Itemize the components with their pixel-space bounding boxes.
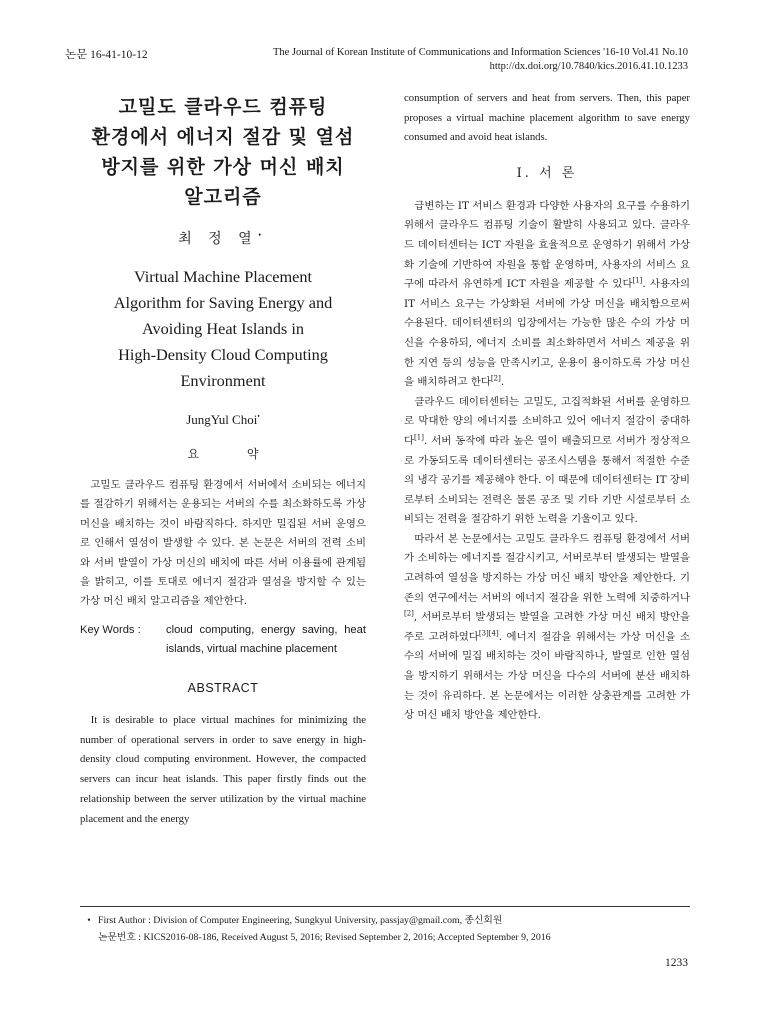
author-mark: • — [257, 231, 268, 240]
paragraph-text: . 에너지 절감을 위해서는 가상 머신을 소수의 서버에 밀집 배치하는 것이 바람직하나, 발열로 인한 열섬을 방지하기 위해서는 가상 머신을 다수의 서버에 분산 배치하는 것이 유리하다. 본 논문에서는 이러한 상충관계를 고려한 가상 머신 배치 방안을 제안한다. — [404, 630, 690, 722]
english-abstract-heading: ABSTRACT — [187, 680, 259, 695]
citation[interactable]: [3][4] — [478, 629, 499, 638]
english-author — [80, 412, 366, 428]
footnote-author — [80, 912, 690, 929]
english-title-line: Environment — [180, 371, 266, 390]
korean-author-name: 최 정 열 — [178, 231, 258, 247]
korean-abstract: 고밀도 클라우드 컴퓨팅 환경에서 서버에서 소비되는 에너지를 절감하기 위해서는 운용되는 서버의 수를 최소화하도록 가상 머신을 배치하는 것이 바람직하다. 하지만 밀집된 서버 운영으로 인해서 열섬이 발생할 수 있다. 본 논문은 서버의 전력 소비와 서버 발열이 가상 머신의 배치에 따른 서버 이용률에 관계됨을 밝히고, 이를 토대로 에너지 절감과 열섬을 방지할 수 있는 가상 머신 배치 알고리즘을 제안한다. — [80, 479, 366, 608]
paragraph-text: . 서버 동작에 따라 높은 열이 배출되므로 서버가 정상적으로 가동되도록 데이터센터는 공조시스템을 통해서 적절한 수준의 냉각 공기를 제공해야 한다. 이 때문에 데이터센터는 IT 장비로부터 소비되는 전력은 물론 공조 및 기타 기반 시설로부터 소비되는 전력을 절감하기 위한 노력을 기울이고 있다. — [404, 434, 690, 526]
english-title-line: Algorithm for Saving Energy and — [113, 293, 333, 312]
left-column — [80, 92, 366, 830]
footnote-author-text: First Author : Division of Computer Engineering, Sungkyul University, passjay@gmail.com, 종신회원 — [98, 915, 503, 926]
korean-title — [80, 92, 366, 212]
paragraph-text: . 사용자의 IT 서비스 요구는 가상화된 서버에 가상 머신을 배치함으로써 수용된다. 데이터센터의 입장에서는 가능한 많은 수의 가상 머신을 수용하되, 에너지 소비를 최소화하면서 서비스 제공을 위한 지연 등의 성능을 만족시키고, 운용이 용이하도록 가상 머신을 배치하려고 한다 — [404, 278, 690, 389]
english-title-line: High-Density Cloud Computing — [118, 345, 328, 364]
footnote-divider — [80, 906, 690, 907]
right-column — [404, 89, 690, 726]
citation[interactable]: [1] — [414, 433, 424, 442]
keywords-value: cloud computing, energy saving, heat islands, virtual machine placement — [166, 623, 366, 655]
footnote-bullet: • — [87, 915, 91, 926]
author-mark: • — [257, 412, 260, 421]
keywords — [80, 621, 366, 659]
paragraph-text: 클라우드 데이터센터는 고밀도, 고집적화된 서버를 운영하므로 막대한 양의 에너지를 소비하고 있어 에너지 절감이 중대하다 — [404, 395, 690, 447]
english-title-line: Virtual Machine Placement — [133, 267, 313, 286]
body-paragraph — [404, 530, 690, 726]
citation[interactable]: [1] — [632, 276, 643, 285]
english-author-name: JungYul Choi — [186, 412, 258, 427]
body-paragraph — [404, 197, 690, 393]
paper-code: 논문 16-41-10-12 — [65, 49, 148, 61]
korean-abstract-heading: 요 약 — [187, 447, 281, 461]
section-heading: Ⅰ. 서 론 — [516, 165, 578, 181]
journal-name: The Journal of Korean Institute of Communications and Information Sciences '16-10 Vol.41 No.10 — [272, 47, 688, 58]
english-title-line: Avoiding Heat Islands in — [141, 319, 305, 338]
citation[interactable]: [2] — [404, 609, 414, 618]
page-number: 1233 — [665, 957, 688, 969]
body-paragraph — [404, 393, 690, 530]
paragraph-text: 따라서 본 논문에서는 고밀도 클라우드 컴퓨팅 환경에서 서버가 소비하는 에너지를 절감시키고, 서버로부터 발생되는 발열을 고려하여 열섬을 방지하는 가상 머신 배치 방안을 제안한다. 기존의 연구에서는 서버의 에너지 절감을 위한 노력에 치중하거나 — [404, 532, 690, 604]
paragraph-text: . — [500, 376, 505, 389]
paragraph-text: 급변하는 IT 서비스 환경과 다양한 사용자의 요구를 수용하기 위해서 클라우드 컴퓨팅 기술이 활발히 사용되고 있다. 클라우드 데이터센터는 ICT 자원을 효율적으로 운영하기 위해서 가상화 기술에 기반하여 자원을 통합 운영하며, 사용자의 서비스 요구에 따라서 유연하게 ICT 자원을 제공할 수 있다 — [404, 199, 690, 291]
korean-title-line: 알고리즘 — [184, 186, 262, 208]
korean-title-line: 환경에서 에너지 절감 및 열섬 — [91, 126, 355, 148]
korean-title-line: 방지를 위한 가상 머신 배치 — [101, 156, 345, 178]
keywords-label: Key Words : — [80, 623, 141, 636]
journal-header — [168, 46, 688, 74]
english-title — [80, 264, 366, 394]
paragraph-text: , 서버로부터 발생되는 발열을 고려한 가상 머신 배치 방안을 주로 고려하였다 — [404, 611, 690, 643]
citation[interactable]: [2] — [490, 374, 501, 383]
doi-link[interactable]: http://dx.doi.org/10.7840/kics.2016.41.10.1233 — [489, 61, 688, 72]
korean-title-line: 고밀도 클라우드 컴퓨팅 — [118, 96, 328, 118]
footnote-received: 논문번호 : KICS2016-08-186, Received August 5, 2016; Revised September 2, 2016; Accepted September 9, 2016 — [98, 932, 551, 943]
english-abstract: It is desirable to place virtual machines for minimizing the number of operational servers in order to save energy in high-density cloud computing environment. However, the compacted servers can incur heat islands. This paper firstly finds out the relationship between the server utilization by the virtual machine placement and the energy — [80, 713, 366, 825]
korean-author — [80, 228, 366, 248]
english-abstract-continued: consumption of servers and heat from servers. Then, this paper proposes a virtual machine placement algorithm to save energy consumed and avoid heat islands. — [404, 92, 690, 144]
footnote — [80, 912, 690, 946]
